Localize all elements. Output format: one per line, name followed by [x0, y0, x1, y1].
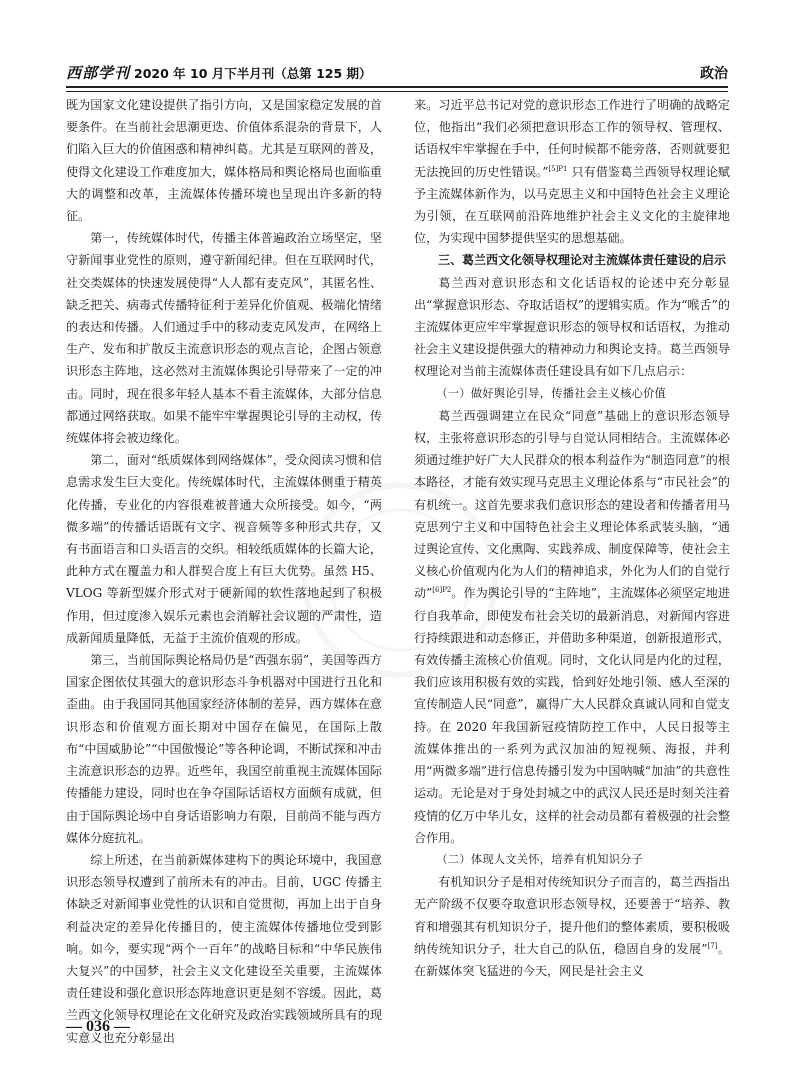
body-paragraph [66, 449, 382, 649]
paragraph-text: 三、葛兰西文化领导权理论对主流媒体责任建设的启示 [438, 253, 727, 268]
paragraph-text: 第二，面对“纸质媒体到网络媒体”，受众阅读习惯和信息需求发生巨大变化。传统媒体时代，主流媒体侧重于精英化传播，专业化的内容很难被普通大众所接受。如今，“两微多端”的传播话语既有文字、视音频等多种形式共存，又有书面语言和口头语言的交织。相较纸质媒体的长篇大论，此种方式在覆盖力和人群契合度上有巨大优势。虽然 H5、VLOG 等新型媒介形式对于硬新闻的软性落地起到了积极作用，但过度渗入娱乐元素也会消解社会议题的严肃性，造成新闻质量降低，无益于主流价值观的形成。 [66, 453, 382, 645]
page-number-value: 036 [86, 1018, 110, 1035]
body-paragraph [414, 272, 730, 383]
body-paragraph [414, 405, 730, 849]
citation-marker: [5]P1 [548, 164, 568, 173]
issue-info: 2020 年 10 月下半月刊（总第 125 期） [134, 66, 372, 81]
journal-masthead: 西部学刊 [66, 64, 131, 82]
paragraph-text: 第三，当前国际舆论格局仍是“西强东弱”，美国等西方国家企图依仗其强大的意识形态斗争机器对中国进行丑化和歪曲。由于我国同其他国家经济体制的差异，西方媒体在意识形态和价值观方面长期对中国存在偏见，在国际上散布“中国威胁论”“中国傲慢论”等各种论调，不断试探和冲击主流意识形态的边界。近些年，我国空前重视主流媒体国际传播能力建设，同时也在争夺国际话语权方面颇有成就，但由于国际舆论场中自身话语影响力有限，目前尚不能与西方媒体分庭抗礼。 [66, 653, 382, 845]
paragraph-text: （二）体现人文关怀，培养有机知识分子 [436, 852, 644, 866]
left-column [66, 94, 382, 1049]
paragraph-text-continued: 。在新媒体突飞猛进的今天，网民是社会主义 [414, 941, 730, 978]
paragraph-text: 第一，传统媒体时代，传播主体普遍政治立场坚定，坚守新闻事业党性的原则，遵守新闻纪律。但在互联网时代，社交类媒体的快速发展使得“人人都有麦克风”，其匿名性、缺乏把关、病毒式传播特征利于差异化价值观、极端化情绪的表达和传播。人们通过手中的移动麦克风发声，在网络上生产、发布和扩散反主流意识形态的观点言论，企图占领意识形态主阵地，这必然对主流媒体舆论引导带来了一定的冲击。同时，现在很多年轻人基本不看主流媒体，大部分信息都通过网络获取。如果不能牢牢掌握舆论引导的主动权，传统媒体将会被边缘化。 [66, 231, 382, 446]
paragraph-text-continued: 。作为舆论引导的“主阵地”，主流媒体必须坚定地进行自我革命，即使发布社会关切的最新消息，对新闻内容进行持续跟进和动态修正，并借助多种渠道，创新报道形式，有效传播主流核心价值观。同时，文化认同是内化的过程，我们应该用积极有效的实践，恰到好处地引领、感人至深的宣传制造人民“同意”，赢得广大人民群众真诚认同和自觉支持。在 2020 年我国新冠疫情防控工作中，人民日报等主流媒体推出的一系列为武汉加油的短视频、海报，并利用“两微多端”进行信息传播引发为中国呐喊“加油”的共意性运动。无论是对于身处封城之中的武汉人民还是时刻关注着疫情的亿万中华儿女，这样的社会动员都有着极强的社会整合作用。 [414, 586, 730, 845]
subsection-heading [414, 383, 730, 405]
body-paragraph [66, 649, 382, 849]
paragraph-text: 既为国家文化建设提供了指引方向，又是国家稳定发展的首要条件。在当前社会思潮更迭、价值体系混杂的背景下，人们陷入巨大的价值困惑和精神纠葛。尤其是互联网的普及，使得文化建设工作难度加大，媒体格局和舆论格局也面临重大的调整和改革，主流媒体传播环境也呈现出许多新的特征。 [66, 98, 382, 224]
paragraph-text: 来。习近平总书记对党的意识形态工作进行了明确的战略定位，他指出“我们必须把意识形态工作的领导权、管理权、话语权牢牢掌握在手中，任何时候都不能旁落，否则就要犯无法挽回的历史性错误。” [414, 98, 730, 179]
subsection-heading [414, 849, 730, 871]
paragraph-text-continued: 只有借鉴葛兰西领导权理论赋予主流媒体新作为，以马克思主义和中国特色社会主义理论为引领，在互联网前沿阵地维护社会主义文化的主旋律地位，为实现中国梦提供坚实的思想基础。 [414, 164, 730, 246]
citation-marker: [6]P2 [432, 586, 452, 595]
section-heading [414, 249, 730, 271]
header-rule [66, 86, 728, 92]
page-number: — 036 — [66, 1018, 130, 1035]
section-label: 政治 [700, 66, 728, 82]
paragraph-text: （一）做好舆论引导，传播社会主义核心价值 [436, 386, 667, 400]
paragraph-text: 综上所述，在当前新媒体建构下的舆论环境中，我国意识形态领导权遭到了前所未有的冲击。目前，UGC 传播主体缺乏对新闻事业党性的认识和自觉贯彻，再加上出于自身利益决定的差异化传播目的，使主流媒体传播地位受到影响。如今，要实现“两个一百年”的战略目标和“中华民族伟大复兴”的中国梦，社会主义文化建设至关重要，主流媒体责任建设和强化意识形态阵地意识更是刻不容缓。因此，葛兰西文化领导权理论在文化研究及政治实践领域所具有的现实意义也充分彰显出 [66, 852, 382, 1045]
body-paragraph [66, 227, 382, 449]
body-paragraph [414, 871, 730, 982]
body-paragraph [414, 94, 730, 249]
running-header [66, 60, 728, 84]
right-column [414, 94, 730, 982]
body-paragraph [66, 94, 382, 227]
paragraph-text: 葛兰西强调建立在民众“同意”基础上的意识形态领导权，主张将意识形态的引导与自觉认同相结合。主流媒体必须通过维护好广大人民群众的根本利益作为“制造同意”的根本路径，才能有效实现马克思主义理论体系与“市民社会”的有机统一。这首先要求我们意识形态的建设者和传播者用马克思列宁主义和中国特色社会主义理论体系武装头脑，“通过舆论宣传、文化熏陶、实践养成、制度保障等，使社会主义核心价值观内化为人们的精神追求，外化为人们的自觉行动” [414, 408, 730, 601]
paragraph-text: 有机知识分子是相对传统知识分子而言的，葛兰西指出无产阶级不仅要夺取意识形态领导权，还要善于“培养、教育和增强其有机知识分子，提升他们的整体素质，要积极吸纳传统知识分子，壮大自己的队伍，稳固自身的发展” [414, 875, 730, 956]
citation-marker: [7] [707, 941, 718, 950]
paragraph-text: 葛兰西对意识形态和文化话语权的论述中充分彰显出“掌握意识形态、夺取话语权”的逻辑实质。作为“喉舌”的主流媒体更应牢牢掌握意识形态的领导权和话语权，为推动社会主义建设提供强大的精神动力和舆论支持。葛兰西领导权理论对当前主流媒体责任建设具有如下几点启示： [414, 275, 730, 379]
